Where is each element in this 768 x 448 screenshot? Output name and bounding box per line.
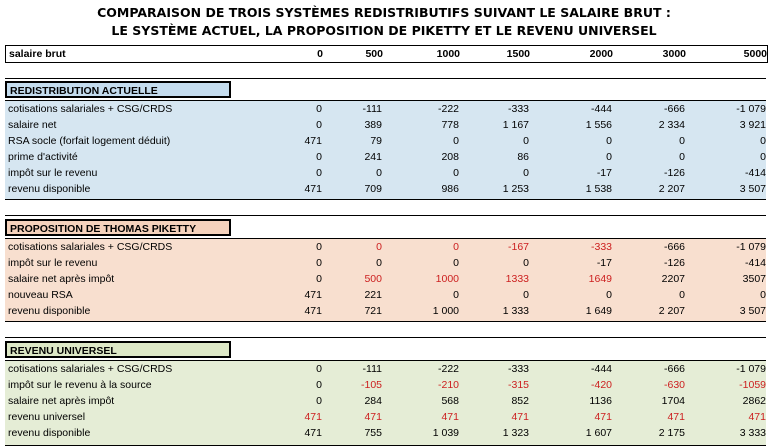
cell: -1 079 [736, 363, 766, 375]
cell: 0 [523, 135, 529, 147]
cell: 0 [376, 241, 382, 253]
cell: 471 [304, 411, 322, 423]
cell: -630 [663, 379, 685, 391]
table-row [5, 165, 766, 181]
cell: -420 [590, 379, 612, 391]
header-col-1500: 1500 [506, 48, 530, 60]
cell: 1 607 [585, 427, 612, 439]
cell: 755 [364, 427, 382, 439]
table-row [5, 255, 766, 271]
cell: 721 [364, 305, 382, 317]
cell: 2 175 [658, 427, 685, 439]
row-label: cotisations salariales + CSG/CRDS [8, 363, 173, 375]
table-row [5, 133, 766, 149]
table-row [5, 239, 766, 255]
row-label: impôt sur le revenu [8, 257, 98, 269]
row-label: salaire net après impôt [8, 395, 115, 407]
cell: 471 [667, 411, 685, 423]
row-label: prime d'activité [8, 151, 78, 163]
cell: 0 [760, 151, 766, 163]
cell: 0 [760, 289, 766, 301]
header-row [5, 45, 768, 63]
row-label: RSA socle (forfait logement déduit) [8, 135, 171, 147]
header-col-0: 0 [317, 48, 323, 60]
cell: 471 [748, 411, 766, 423]
cell: 1 323 [502, 427, 529, 439]
row-label: impôt sur le revenu à la source [8, 379, 152, 391]
cell: -333 [507, 103, 529, 115]
cell: 0 [316, 379, 322, 391]
cell: 284 [364, 395, 382, 407]
cell: 1704 [661, 395, 685, 407]
cell: -666 [663, 363, 685, 375]
cell: -167 [507, 241, 529, 253]
cell: 2 334 [658, 119, 685, 131]
cell: 852 [511, 395, 529, 407]
cell: -17 [596, 167, 612, 179]
cell: -315 [507, 379, 529, 391]
table-row-total [5, 303, 766, 319]
cell: 1649 [588, 273, 612, 285]
cell: 471 [441, 411, 459, 423]
cell: -333 [507, 363, 529, 375]
cell: 471 [511, 411, 529, 423]
cell: 208 [441, 151, 459, 163]
cell: 0 [453, 135, 459, 147]
cell: 0 [523, 257, 529, 269]
table-row [5, 149, 766, 165]
cell: 0 [606, 135, 612, 147]
cell: -666 [663, 241, 685, 253]
cell: 86 [517, 151, 529, 163]
table-row [5, 393, 766, 409]
cell: -1059 [739, 379, 766, 391]
cell: -1 079 [736, 103, 766, 115]
cell: 3 507 [739, 305, 766, 317]
cell: 471 [304, 427, 322, 439]
cell: 0 [453, 241, 459, 253]
table-row [5, 361, 766, 377]
cell: 1 000 [432, 305, 459, 317]
row-label: salaire net [8, 119, 57, 131]
header-col-2000: 2000 [589, 48, 613, 60]
cell: 1 556 [585, 119, 612, 131]
cell: 0 [316, 273, 322, 285]
section-title-actuelle: REDISTRIBUTION ACTUELLE [5, 81, 231, 98]
cell: 500 [364, 273, 382, 285]
cell: -333 [590, 241, 612, 253]
cell: 0 [376, 167, 382, 179]
cell: 709 [364, 183, 382, 195]
cell: 2207 [661, 273, 685, 285]
table-row [5, 271, 766, 287]
row-label: cotisations salariales + CSG/CRDS [8, 241, 173, 253]
cell: 1333 [505, 273, 529, 285]
cell: -1 079 [736, 241, 766, 253]
page-title-line-1: COMPARAISON DE TROIS SYSTÈMES REDISTRIBUTIFS SUIVANT LE SALAIRE BRUT : [97, 5, 671, 20]
cell: 0 [316, 241, 322, 253]
cell: 1 253 [502, 183, 529, 195]
cell: 0 [453, 289, 459, 301]
cell: 1136 [589, 395, 612, 407]
cell: -444 [590, 103, 612, 115]
cell: 0 [606, 151, 612, 163]
cell: 471 [304, 305, 322, 317]
cell: 0 [760, 135, 766, 147]
cell: 0 [316, 167, 322, 179]
cell: 471 [304, 135, 322, 147]
cell: -105 [360, 379, 382, 391]
cell: 79 [370, 135, 382, 147]
section-title-piketty: PROPOSITION DE THOMAS PIKETTY [5, 219, 231, 236]
cell: 0 [316, 103, 322, 115]
cell: 1 039 [432, 427, 459, 439]
row-label: salaire net après impôt [8, 273, 115, 285]
cell: 0 [453, 257, 459, 269]
cell: -666 [663, 103, 685, 115]
table-row [5, 287, 766, 303]
table-row-total [5, 181, 766, 197]
cell: 986 [441, 183, 459, 195]
cell: 241 [364, 151, 382, 163]
cell: -126 [663, 167, 685, 179]
row-label: impôt sur le revenu [8, 167, 98, 179]
cell: 568 [441, 395, 459, 407]
cell: 0 [453, 167, 459, 179]
cell: 1 333 [502, 305, 529, 317]
row-label: cotisations salariales + CSG/CRDS [8, 103, 173, 115]
cell: -126 [663, 257, 685, 269]
cell: -414 [744, 167, 766, 179]
cell: 1 538 [585, 183, 612, 195]
spacer [5, 62, 766, 79]
cell: 471 [364, 411, 382, 423]
row-label: nouveau RSA [8, 289, 73, 301]
cell: 0 [679, 289, 685, 301]
cell: 1 167 [502, 119, 529, 131]
cell: 2 207 [658, 183, 685, 195]
cell: 0 [376, 257, 382, 269]
page-title-line-2: LE SYSTÈME ACTUEL, LA PROPOSITION DE PIKETTY ET LE REVENU UNIVERSEL [111, 23, 657, 38]
header-col-1000: 1000 [436, 48, 460, 60]
cell: 0 [316, 151, 322, 163]
section-title-revenu-universel: REVENU UNIVERSEL [5, 341, 231, 358]
cell: 1 649 [585, 305, 612, 317]
cell: 3 921 [739, 119, 766, 131]
header-col-3000: 3000 [662, 48, 686, 60]
cell: 2862 [742, 395, 766, 407]
cell: 778 [441, 119, 459, 131]
table-row [5, 409, 766, 425]
cell: 1000 [435, 273, 459, 285]
cell: -111 [362, 363, 382, 375]
cell: 3 507 [739, 183, 766, 195]
table-row [5, 377, 766, 393]
spacer [5, 321, 766, 338]
cell: -444 [590, 363, 612, 375]
cell: 471 [304, 289, 322, 301]
cell: 471 [594, 411, 612, 423]
table-row [5, 117, 766, 133]
cell: 0 [679, 135, 685, 147]
cell: 471 [304, 183, 322, 195]
cell: -414 [744, 257, 766, 269]
table-row [5, 101, 766, 117]
header-label: salaire brut [9, 48, 66, 60]
cell: 3507 [742, 273, 766, 285]
cell: -111 [362, 103, 382, 115]
table-row-total [5, 425, 766, 441]
cell: -222 [437, 103, 459, 115]
cell: 0 [316, 363, 322, 375]
cell: 0 [679, 151, 685, 163]
row-label: revenu disponible [8, 183, 91, 195]
cell: 0 [316, 257, 322, 269]
cell: 2 207 [658, 305, 685, 317]
cell: 0 [316, 119, 322, 131]
header-col-5000: 5000 [743, 48, 767, 60]
row-label: revenu disponible [8, 427, 91, 439]
row-label: revenu disponible [8, 305, 91, 317]
cell: -17 [596, 257, 612, 269]
cell: 0 [523, 289, 529, 301]
cell: 221 [364, 289, 382, 301]
spacer [5, 199, 766, 216]
cell: 3 333 [739, 427, 766, 439]
cell: 0 [606, 289, 612, 301]
cell: 0 [523, 167, 529, 179]
cell: -222 [437, 363, 459, 375]
header-col-500: 500 [365, 48, 383, 60]
cell: 0 [316, 395, 322, 407]
cell: -210 [437, 379, 459, 391]
cell: 389 [364, 119, 382, 131]
row-label: revenu universel [8, 411, 86, 423]
